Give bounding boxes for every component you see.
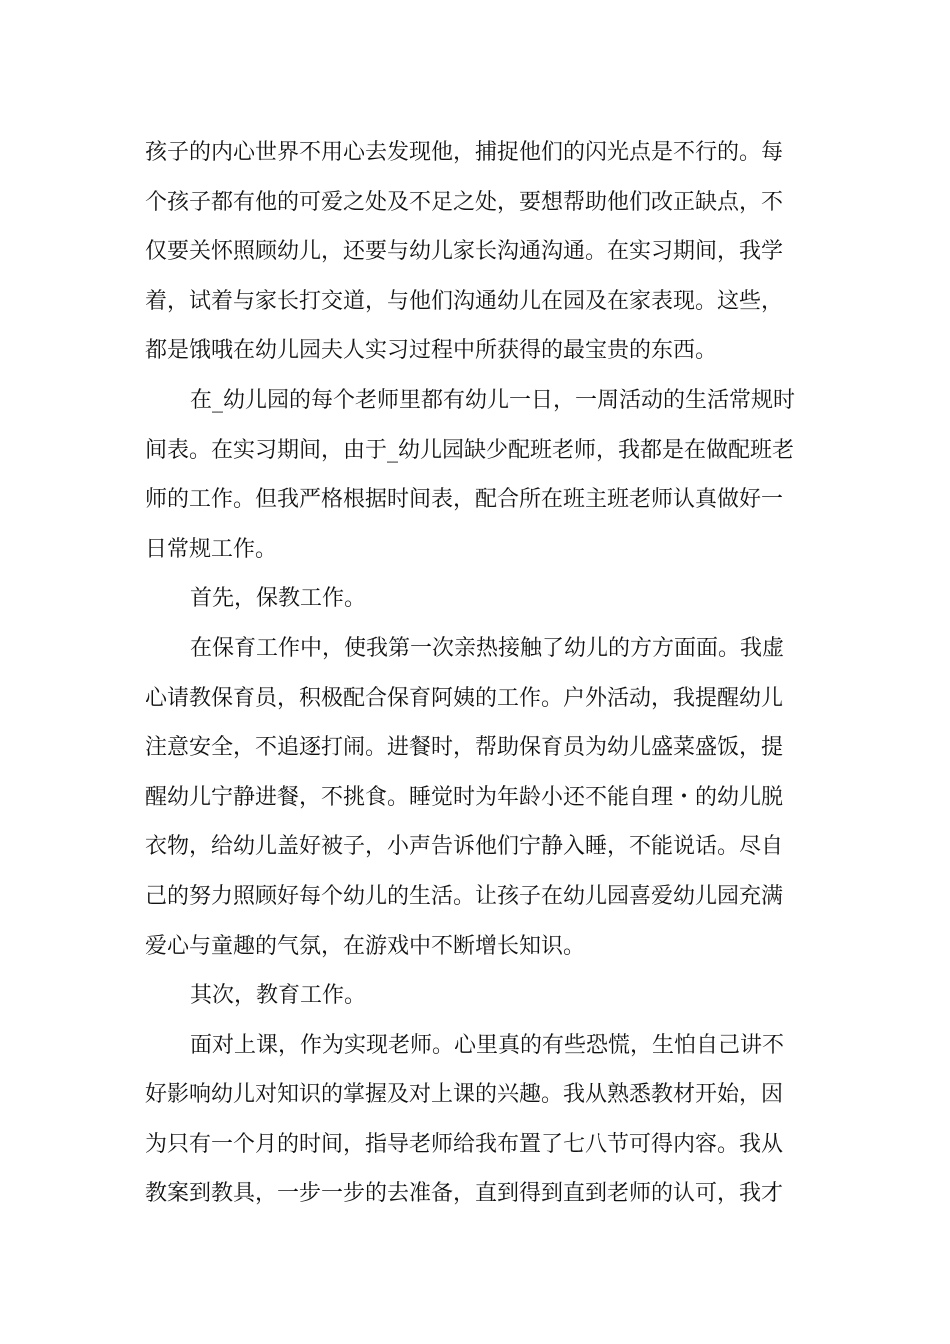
paragraph-first-line: 在_幼儿园的每个老师里都有幼儿一日，一周活动的生活常规时 — [190, 387, 796, 413]
text-line: 好影响幼儿对知识的掌握及对上课的兴趣。我从熟悉教材开始，因 — [145, 1082, 784, 1108]
text-line: 爱心与童趣的气氛，在游戏中不断增长知识。 — [145, 933, 586, 959]
text-line: 己的努力照顾好每个幼儿的生活。让孩子在幼儿园喜爱幼儿园充满 — [145, 883, 784, 909]
text-line: 日常规工作。 — [145, 536, 278, 562]
text-line: 孩子的内心世界不用心去发现他，捕捉他们的闪光点是不行的。每 — [145, 140, 784, 165]
text-line: 为只有一个月的时间，指导老师给我布置了七八节可得内容。我从 — [145, 1131, 784, 1157]
text-line: 都是饿哦在幼儿园夫人实习过程中所获得的最宝贵的东西。 — [145, 338, 718, 364]
text-line: 着，试着与家长打交道，与他们沟通幼儿在园及在家表现。这些， — [145, 288, 784, 314]
text-line: 衣物，给幼儿盖好被子，小声告诉他们宁静入睡，不能说话。尽自 — [145, 834, 784, 860]
text-line: 师的工作。但我严格根据时间表，配合所在班主班老师认真做好一 — [145, 487, 784, 513]
text-line: 个孩子都有他的可爱之处及不足之处，要想帮助他们改正缺点，不 — [145, 189, 784, 215]
paragraph-first-line: 在保育工作中，使我第一次亲热接触了幼儿的方方面面。我虚 — [190, 635, 785, 661]
paragraph-first-line: 面对上课，作为实现老师。心里真的有些恐慌，生怕自己讲不 — [190, 1032, 785, 1058]
section-heading: 首先，保教工作。 — [190, 586, 367, 612]
text-line: 醒幼儿宁静进餐，不挑食。睡觉时为年龄小还不能自理・的幼儿脱 — [145, 784, 784, 810]
text-line: 仅要关怀照顾幼儿，还要与幼儿家长沟通沟通。在实习期间，我学 — [145, 239, 784, 265]
text-line: 教案到教具，一步一步的去准备，直到得到直到老师的认可，我才 — [145, 1181, 784, 1207]
section-heading: 其次，教育工作。 — [190, 983, 367, 1009]
document-body — [145, 128, 807, 1219]
text-line: 间表。在实习期间，由于_幼儿园缺少配班老师，我都是在做配班老 — [145, 437, 795, 463]
text-line: 心请教保育员，积极配合保育阿姨的工作。户外活动，我提醒幼儿 — [145, 685, 784, 711]
text-line: 注意安全，不追逐打闹。进餐时，帮助保育员为幼儿盛菜盛饭，提 — [145, 735, 784, 761]
